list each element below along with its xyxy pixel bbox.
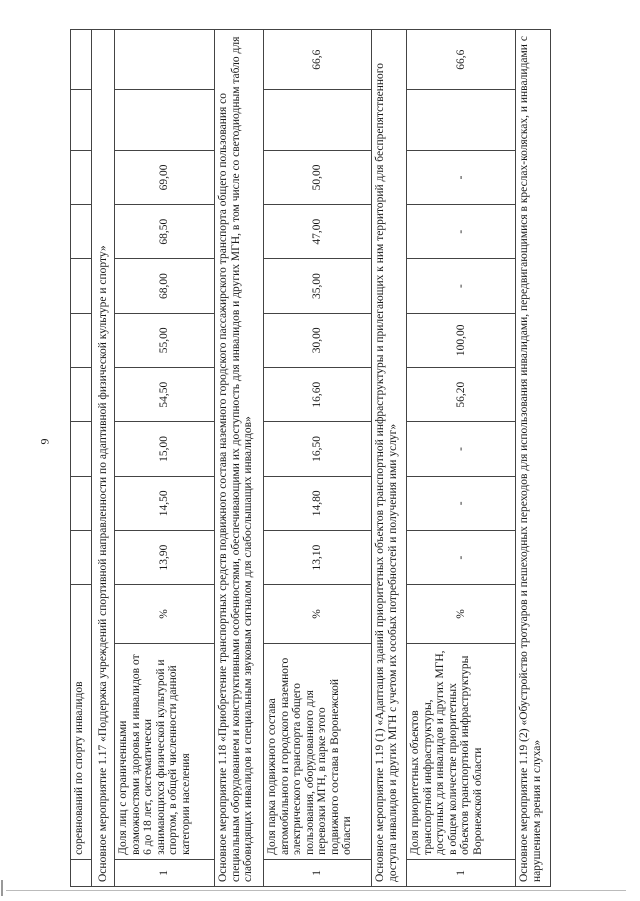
value-cell: 56,20 xyxy=(407,368,516,422)
section-heading: Основное мероприятие 1.19 (1) «Адаптация зданий приоритетных объектов транспортной инфраструктуры и прилегающих к ним территорий для беспрепятственного доступа инвалидов и других МГН с учетом их особых потребностей и получения ими услуг» xyxy=(372,30,407,887)
table-row xyxy=(115,30,215,887)
value-cell: 16,50 xyxy=(264,422,372,476)
value-cell: 47,00 xyxy=(264,205,372,259)
value-cell: 14,80 xyxy=(264,476,372,530)
indicator-name: Доля приоритетных объектов транспортной инфраструктуры, доступных для инвалидов и других МГН, в общем количестве приоритетных объектов транспортной инфраструктуры Воронежской области xyxy=(407,643,516,859)
value-cell: 13,10 xyxy=(264,530,372,584)
indicators-table xyxy=(70,29,551,887)
continuation-row xyxy=(71,30,92,887)
unit-cell: % xyxy=(264,585,372,643)
value-cell xyxy=(407,90,516,150)
value-cell: 66,6 xyxy=(264,30,372,90)
section-heading: Основное мероприятие 1.17 «Поддержка учреждений спортивной направленности по адаптивной физической культуре и спорту» xyxy=(92,30,115,887)
row-index: 1 xyxy=(115,859,215,886)
table-row xyxy=(264,30,372,887)
value-cell: 69,00 xyxy=(115,150,215,204)
value-cell xyxy=(264,90,372,150)
value-cell: - xyxy=(407,205,516,259)
section-heading-row xyxy=(215,30,264,887)
rotated-table-container xyxy=(70,29,571,887)
value-cell: 14,50 xyxy=(115,476,215,530)
value-cell: - xyxy=(407,530,516,584)
scan-edge-mark xyxy=(1,880,3,896)
value-cell: 68,00 xyxy=(115,259,215,313)
value-cell: 66,6 xyxy=(407,30,516,90)
value-cell: 55,00 xyxy=(115,313,215,367)
indicator-name: Доля парка подвижного состава автомобильного и городского наземного электрического транспорта общего пользования, оборудованного для перевозки МГН, в парке этого подвижного состава в Воронежской области xyxy=(264,643,372,859)
value-cell: 13,90 xyxy=(115,530,215,584)
value-cell: 54,50 xyxy=(115,368,215,422)
section-heading-row xyxy=(516,30,551,887)
value-cell: - xyxy=(407,150,516,204)
value-cell: 35,00 xyxy=(264,259,372,313)
value-cell: - xyxy=(407,259,516,313)
value-cell: - xyxy=(407,422,516,476)
indicator-name: Доля лиц с ограниченными возможностями здоровья и инвалидов от 6 до 18 лет, систематически занимающихся физической культурой и спортом, в общей численности данной категории населения xyxy=(115,643,215,859)
table-row xyxy=(407,30,516,887)
value-cell xyxy=(115,90,215,150)
row-index: 1 xyxy=(264,859,372,886)
value-cell: 100,00 xyxy=(407,313,516,367)
value-cell: - xyxy=(407,476,516,530)
unit-cell: % xyxy=(407,585,516,643)
section-heading: Основное мероприятие 1.19 (2) «Обустройство тротуаров и пешеходных переходов для использования инвалидами, передвигающимися в креслах-колясках, и инвалидами с нарушением зрения и слуха» xyxy=(516,30,551,887)
value-cell: 30,00 xyxy=(264,313,372,367)
section-heading-row xyxy=(372,30,407,887)
value-cell: 16,60 xyxy=(264,368,372,422)
page-number: 9 xyxy=(37,438,52,445)
unit-cell: % xyxy=(115,585,215,643)
value-cell: 50,00 xyxy=(264,150,372,204)
value-cell: 15,00 xyxy=(115,422,215,476)
row-index: 1 xyxy=(407,859,516,886)
section-heading-row xyxy=(92,30,115,887)
value-cell xyxy=(115,30,215,90)
value-cell: 68,50 xyxy=(115,205,215,259)
continuation-text: соревнований по спорту инвалидов xyxy=(71,585,92,860)
scan-edge-line xyxy=(6,890,626,891)
section-heading: Основное мероприятие 1.18 «Приобретение транспортных средств подвижного состава наземного городского пассажирского транспорта общего пользования со специальным оборудованием и конструктивными особенностями, обеспечивающими их доступность для инвалидов и других МГН, в том числе со светодиодным табло для слабовидящих инвалидов и специальным звуковым сигналом для слабослышащих инвалидов» xyxy=(215,30,264,887)
